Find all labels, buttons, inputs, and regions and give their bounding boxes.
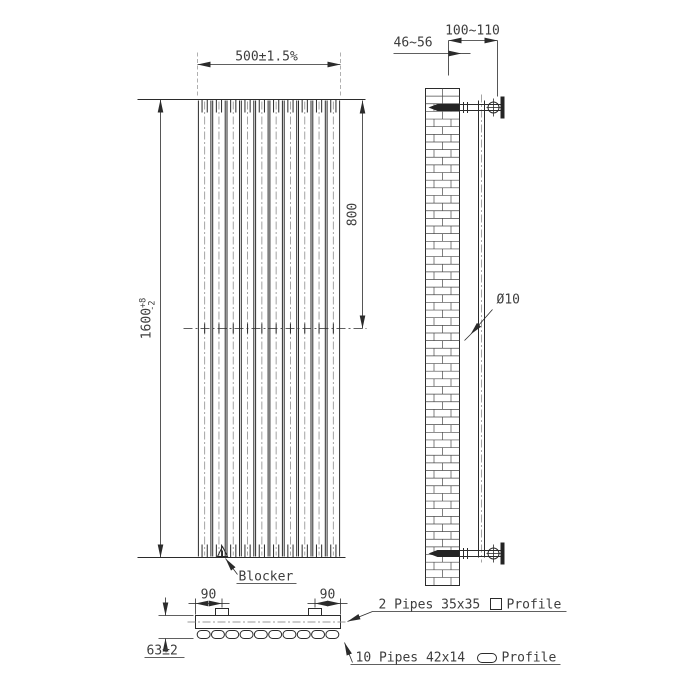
dim-tab-right [308, 588, 348, 615]
square-pipes-label: 2 Pipes 35x35 [378, 597, 481, 613]
height-value: 1600 [139, 307, 155, 340]
pipe-diameter-label: Ø10 [496, 292, 520, 308]
width-dimension-label: 500±1.5% [235, 49, 298, 65]
wall-offset-dimension-label: 46~56 [393, 35, 433, 51]
blocker-label: Blocker [238, 569, 294, 585]
side-view [394, 24, 520, 586]
square-pipes-leader [348, 612, 373, 622]
square-pipes-suffix: Profile [506, 597, 562, 613]
mounting-bracket-bottom [429, 543, 505, 565]
wall-anchor [429, 550, 460, 557]
oval-pipes-row [197, 631, 339, 639]
depth-dimension-label: 63±2 [146, 643, 178, 659]
dim-wall-depth [445, 24, 500, 97]
wall-depth-dimension-label: 100~110 [445, 23, 500, 39]
height-dimension-label [139, 298, 158, 340]
dim-height [139, 100, 161, 558]
square-pipe-tab-right [309, 609, 322, 616]
upper-dimension-label: 800 [345, 202, 361, 227]
dim-tab-left [189, 588, 230, 615]
oval-pipes-suffix: Profile [501, 650, 557, 666]
front-view [138, 50, 367, 585]
dim-depth [145, 598, 194, 659]
square-profile-symbol [491, 599, 502, 610]
pipe-dia-leader-tail [465, 335, 471, 341]
height-tol-minus: -2 [147, 300, 158, 311]
tab-left-dimension-label: 90 [200, 587, 217, 603]
mounting-bracket-top [429, 97, 505, 119]
tab-right-dimension-label: 90 [319, 587, 336, 603]
wall-anchor [429, 104, 460, 111]
oval-pipe [197, 631, 210, 639]
height-tol-plus: +8 [138, 297, 149, 308]
bottom-view [145, 588, 567, 666]
oval-pipe [297, 631, 310, 639]
oval-pipe [240, 631, 253, 639]
oval-pipes-callout [345, 643, 561, 666]
oval-pipe [312, 631, 325, 639]
oval-pipe [212, 631, 225, 639]
bracket-plate [501, 97, 505, 119]
dim-upper [346, 101, 363, 329]
square-pipe-tab-left [216, 609, 229, 616]
oval-pipe [254, 631, 267, 639]
oval-pipe [326, 631, 339, 639]
oval-pipe [269, 631, 282, 639]
brick-pattern [426, 89, 460, 586]
oval-profile-symbol [478, 654, 497, 663]
oval-pipes-leader [345, 643, 353, 663]
oval-pipe [283, 631, 296, 639]
oval-pipe [226, 631, 239, 639]
square-pipes-callout [348, 598, 567, 622]
blocker-leader [226, 559, 238, 575]
pipe-diameter-callout [465, 293, 520, 341]
bracket-plate [501, 543, 505, 565]
oval-pipes-label: 10 Pipes 42x14 [355, 650, 466, 666]
dim-width [198, 50, 341, 97]
